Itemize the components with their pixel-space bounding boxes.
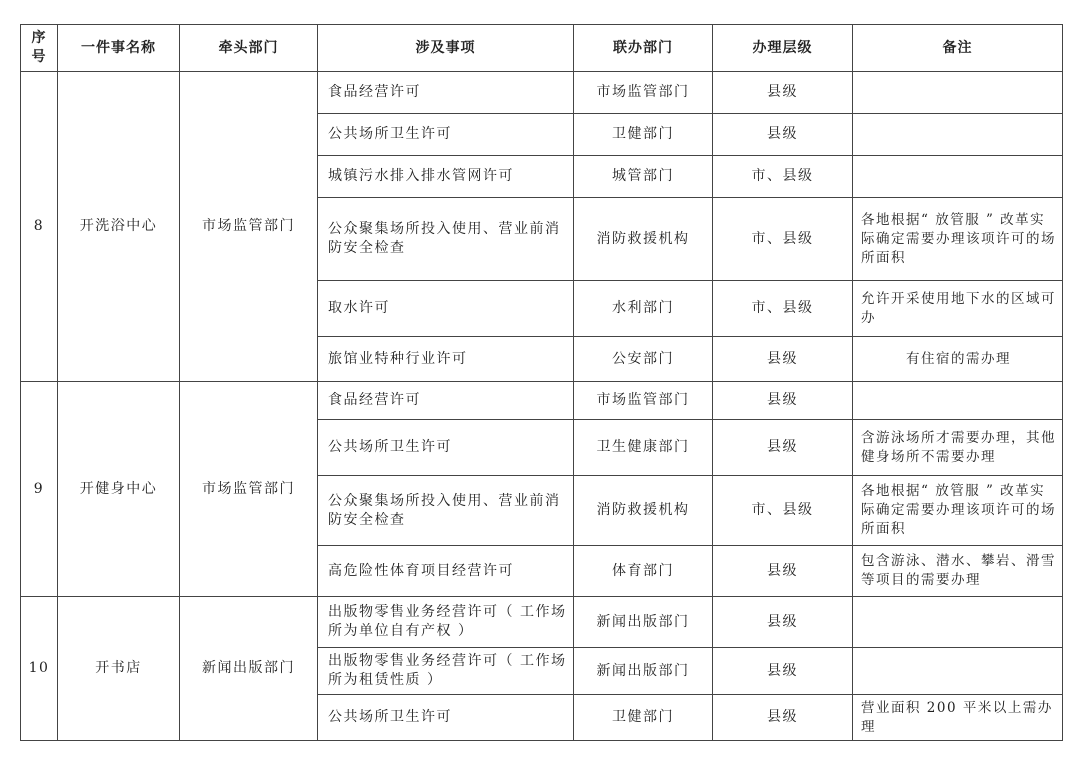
- item-cell: 出版物零售业务经营许可（ 工作场所为单位自有产权 ）: [318, 597, 574, 648]
- dept-cell: 体育部门: [574, 546, 713, 597]
- item-cell: 公众聚集场所投入使用、营业前消防安全检查: [318, 198, 574, 281]
- level-cell: 县级: [713, 114, 853, 156]
- note-cell: [853, 382, 1063, 420]
- group-number: 9: [21, 382, 58, 597]
- group-name: 开健身中心: [58, 382, 180, 597]
- item-cell: 公共场所卫生许可: [318, 695, 574, 741]
- group-name: 开书店: [58, 597, 180, 741]
- item-cell: 公共场所卫生许可: [318, 114, 574, 156]
- note-cell: 各地根据“ 放管服 ” 改革实际确定需要办理该项许可的场所面积: [853, 198, 1063, 281]
- header-joint-department: 联办部门: [574, 25, 713, 72]
- level-cell: 市、县级: [713, 281, 853, 337]
- header-handling-level: 办理层级: [713, 25, 853, 72]
- level-cell: 市、县级: [713, 156, 853, 198]
- note-cell: 营业面积 200 平米以上需办理: [853, 695, 1063, 741]
- dept-cell: 市场监管部门: [574, 382, 713, 420]
- level-cell: 县级: [713, 546, 853, 597]
- level-cell: 市、县级: [713, 476, 853, 546]
- note-cell: 各地根据“ 放管服 ” 改革实际确定需要办理该项许可的场所面积: [853, 476, 1063, 546]
- note-cell: 含游泳场所才需要办理，其他健身场所不需要办理: [853, 420, 1063, 476]
- level-cell: 县级: [713, 597, 853, 648]
- note-cell: 有住宿的需办理: [853, 337, 1063, 382]
- dept-cell: 卫健部门: [574, 114, 713, 156]
- table-row: [21, 382, 1063, 420]
- table-row: [21, 597, 1063, 648]
- header-row: [21, 25, 1063, 72]
- table-row: [21, 72, 1063, 114]
- group-name: 开洗浴中心: [58, 72, 180, 382]
- header-items-involved: 涉及事项: [318, 25, 574, 72]
- level-cell: 县级: [713, 420, 853, 476]
- dept-cell: 公安部门: [574, 337, 713, 382]
- group-lead-department: 新闻出版部门: [180, 597, 318, 741]
- group-lead-department: 市场监管部门: [180, 382, 318, 597]
- item-cell: 高危险性体育项目经营许可: [318, 546, 574, 597]
- item-cell: 食品经营许可: [318, 72, 574, 114]
- note-cell: 包含游泳、潜水、攀岩、滑雪等项目的需要办理: [853, 546, 1063, 597]
- dept-cell: 卫健部门: [574, 695, 713, 741]
- item-cell: 食品经营许可: [318, 382, 574, 420]
- header-serial: 序号: [21, 25, 58, 72]
- note-cell: [853, 156, 1063, 198]
- dept-cell: 新闻出版部门: [574, 597, 713, 648]
- note-cell: 允许开采使用地下水的区域可办: [853, 281, 1063, 337]
- note-cell: [853, 72, 1063, 114]
- item-cell: 取水许可: [318, 281, 574, 337]
- note-cell: [853, 648, 1063, 695]
- item-cell: 公众聚集场所投入使用、营业前消防安全检查: [318, 476, 574, 546]
- note-cell: [853, 597, 1063, 648]
- level-cell: 县级: [713, 382, 853, 420]
- header-lead-department: 牵头部门: [180, 25, 318, 72]
- dept-cell: 消防救援机构: [574, 476, 713, 546]
- item-cell: 公共场所卫生许可: [318, 420, 574, 476]
- item-cell: 城镇污水排入排水管网许可: [318, 156, 574, 198]
- header-matter-name: 一件事名称: [58, 25, 180, 72]
- dept-cell: 消防救援机构: [574, 198, 713, 281]
- level-cell: 市、县级: [713, 198, 853, 281]
- dept-cell: 市场监管部门: [574, 72, 713, 114]
- group-number: 8: [21, 72, 58, 382]
- group-number: 10: [21, 597, 58, 741]
- dept-cell: 卫生健康部门: [574, 420, 713, 476]
- dept-cell: 城管部门: [574, 156, 713, 198]
- dept-cell: 新闻出版部门: [574, 648, 713, 695]
- level-cell: 县级: [713, 695, 853, 741]
- permit-table: [20, 24, 1063, 741]
- level-cell: 县级: [713, 72, 853, 114]
- dept-cell: 水利部门: [574, 281, 713, 337]
- level-cell: 县级: [713, 337, 853, 382]
- group-lead-department: 市场监管部门: [180, 72, 318, 382]
- level-cell: 县级: [713, 648, 853, 695]
- item-cell: 旅馆业特种行业许可: [318, 337, 574, 382]
- item-cell: 出版物零售业务经营许可（ 工作场所为租赁性质 ）: [318, 648, 574, 695]
- note-cell: [853, 114, 1063, 156]
- header-remarks: 备注: [853, 25, 1063, 72]
